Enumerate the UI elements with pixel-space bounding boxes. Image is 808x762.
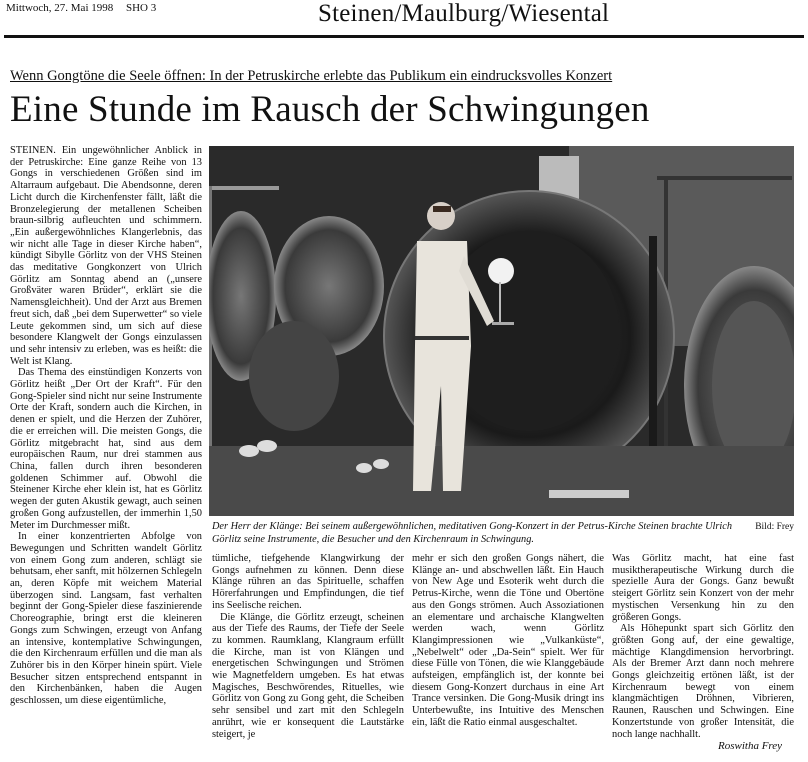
headline: Eine Stunde im Rausch der Schwingungen — [10, 89, 650, 130]
issue-date: Mittwoch, 27. Mai 1998 — [6, 2, 114, 14]
author-signature: Roswitha Frey — [718, 740, 783, 752]
paragraph: In einer konzentrierten Abfolge von Bewegungen und Schritten wandelt Görlitz von einem Gong zum anderen, schlägt sie behutsam, eher sanft, mit hölzernen Schlegeln an, deren Köpfe mit weichem Material überzogen sind. Langsam, fast verhalten beginnt der Gong-Spieler diese faszinierende Choreographie, bringt erst die kleineren Gongs zum Schwingen, erzeugt von Anfang an intensive, kontemplative Schwingungen, die den Kirchenraum erfüllen und die man als Zuhörer bis in den Körper hinein spürt. Viele Besucher sitzen entsprechend entspannt in den Kirchenbänken, haben die Augen geschlossen, um diese eigentümliche, — [10, 531, 202, 707]
photo-caption — [212, 521, 794, 546]
masthead-rule — [4, 35, 804, 38]
article-photo — [209, 146, 794, 516]
section-title: Steinen/Maulburg/Wiesental — [318, 0, 610, 27]
paragraph: Als Höhepunkt spart sich Görlitz den größten Gong auf, der eine gewaltige, mächtige Klangdimension hervorbringt. Als der Bremer Arzt dann noch mehrere Gongs gleichzeitig ertönen läßt, ist der Kirchenraum bewegt von einem klangmächtigen Dröhnen, Vibrieren, Raunen, Rauschen und Schwingen. Eine Konzertstunde von großer Intensität, die noch lange nachhallt. — [612, 623, 794, 739]
photo-credit: Bild: Frey — [755, 522, 794, 532]
dateline — [6, 2, 306, 14]
article-column-2 — [212, 553, 404, 757]
paragraph: tümliche, tiefgehende Klangwirkung der Gongs aufnehmen zu können. Denn diese Klänge rühren an das Spirituelle, schaffen Hörerfahrungen und Empfindungen, die tief ins Seelische reichen. — [212, 553, 404, 611]
gong-concert-photo — [209, 146, 794, 516]
paragraph: STEINEN. Ein ungewöhnlicher Anblick in der Petruskirche: Eine ganze Reihe von 13 Gongs in verschiedenen Größen sind im Altarraum aufgebaut. Die Abendsonne, deren Licht durch die Kirchenfenster fällt, läßt die Bronzelegierung der metallenen Scheiben braun-silbrig aufleuchten und schimmern. „Ein außergewöhnliches Klangerlebnis, das wir nicht alle Tage in dieser Kirche haben“, kündigt Sibylle Görlitz von der VHS Steinen das meditative Gongkonzert von Ulrich Görlitz am Sonntag abend an („unsere Großväter waren Brüder“, erklärt sie die Namensgleichheit). Und der Arzt aus Bremen freut sich, daß „bei dem Superwetter“ so viele Leute gekommen sind, um sich auf diese besondere Klangwelt der Gongs einzulassen und sehr intensiv zu erleben, was es heißt: die Welt ist Klang. — [10, 145, 202, 367]
paragraph: Was Görlitz macht, hat eine fast musiktherapeutische Wirkung durch die spezielle Aura der Gongs. Ganz bewußt steigert Görlitz sein Konzert von der mehr mystischen Versenkung hin zu den größeren Gongs. — [612, 553, 794, 623]
article-column-1 — [10, 145, 202, 757]
paragraph: Die Klänge, die Görlitz erzeugt, scheinen aus der Tiefe des Raums, der Tiefe der Seele zu kommen. Raumklang, Klangraum erfüllt die Kirche, man ist von Klängen und energetischen Schwingungen und Strömen wie Magnetfeldern umgeben. Es hat etwas Magisches, Beschwörendes, Rituelles, wie Görlitz von Gong zu Gong geht, die Scheiben sehr sensibel und zart mit den Schlegeln anrührt, wie er konsequent die Lautstärke steigert, je — [212, 611, 404, 740]
paragraph: mehr er sich den großen Gongs nähert, die Klänge an- und abschwellen läßt. Ein Hauch von New Age und Esoterik weht durch die Petrus-Kirche, wenn die Töne und Obertöne aus den Gongs strömen. Auch Assoziationen an elementare und archaische Klangwelten werden wach, wenn Görlitz Klangimpressionen wie „Vulkanküste“, „Nebelwelt“ oder „Da-Sein“ spielt. Wer für diese Fülle von Tönen, die wie Klanggebäude aufsteigen, empfänglich ist, der konnte bei diesem Gong-Konzert durchaus in eine Art Trance versinken. Die Gong-Musik dringt ins Unterbewußte, ins Intuitive des Menschen ein, läßt die Ratio einmal ausgeschaltet. — [412, 553, 604, 728]
article-column-3 — [412, 553, 604, 757]
paragraph: Das Thema des einstündigen Konzerts von Görlitz heißt „Der Ort der Kraft“. Für den Gong-Spieler sind nicht nur seine Instrumente Orte der Kraft, sondern auch die Kirchen, in denen er spielt, und die Herzen der Zuhörer, die er erreichen will. Die meisten Gongs, die Görlitz mitgebracht hat, sind aus dem europäischen Raum, nur drei stammen aus China, fallen durch ihren besonderen goldenen Schimmer auf. Obwohl die Steinener Kirche eher klein ist, hat es Görlitz wegen der guten Akustik gewagt, auch seinen großen Gong aufzustellen, der immerhin 1,50 Meter im Durchmesser mißt. — [10, 367, 202, 531]
article-column-4 — [612, 553, 794, 739]
page-code: SHO 3 — [126, 2, 157, 14]
caption-text: Der Herr der Klänge: Bei seinem außergewöhnlichen, meditativen Gong-Konzert in der Petrus-Kirche Steinen brachte Ulrich Görlitz seine Instrumente, die Besucher und den Kirchenraum in Schwingung. — [212, 521, 732, 545]
kicker: Wenn Gongtöne die Seele öffnen: In der Petruskirche erlebte das Publikum ein eindrucksvolles Konzert — [10, 68, 613, 84]
